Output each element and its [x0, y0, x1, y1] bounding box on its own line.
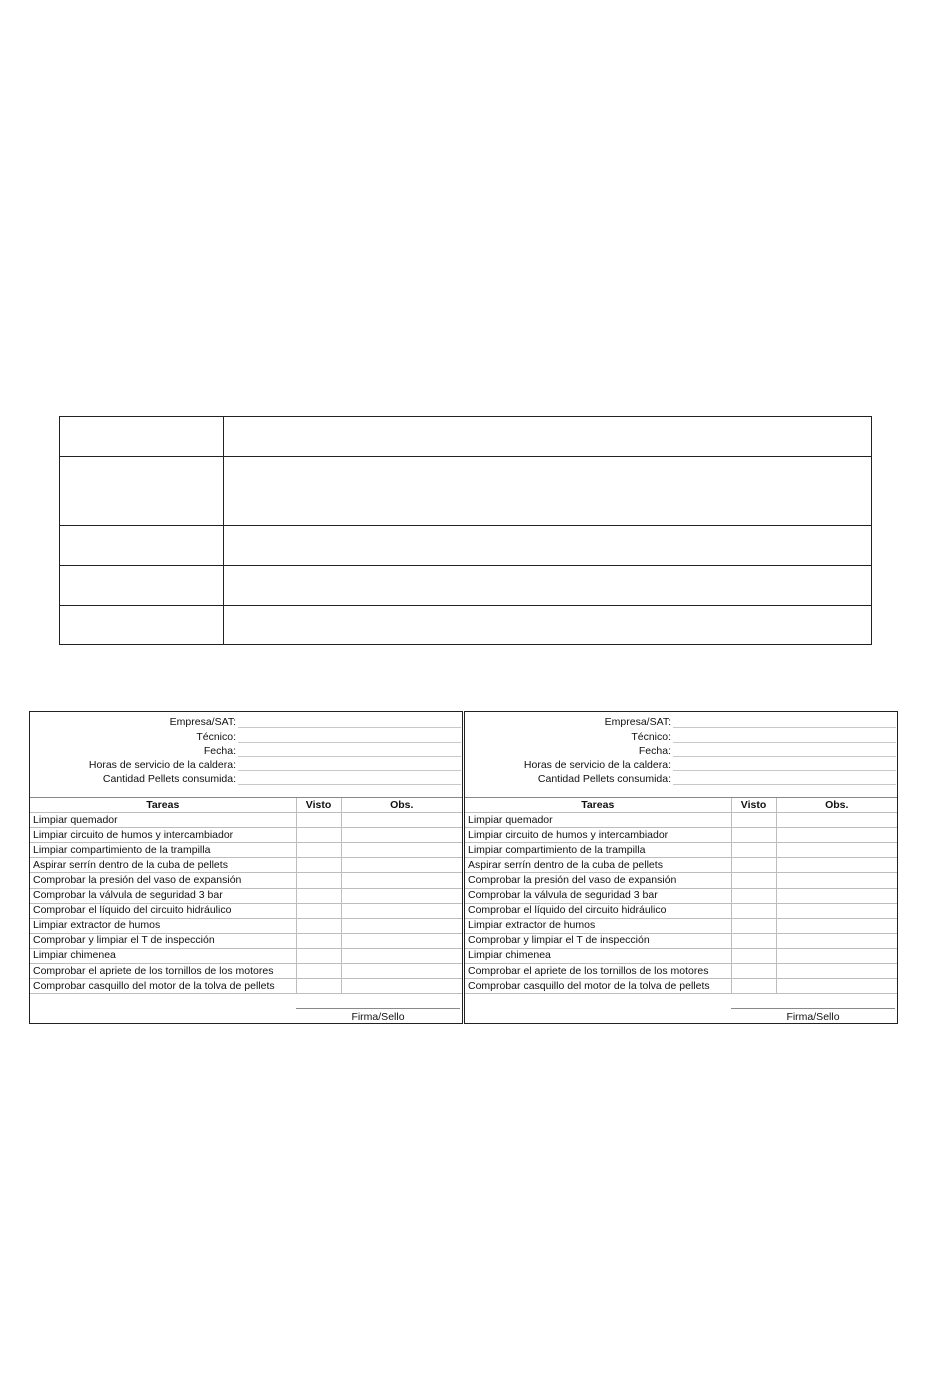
table-row: [30, 843, 462, 858]
visto-cell[interactable]: [296, 888, 341, 903]
task-label: Limpiar chimenea: [465, 948, 731, 963]
task-label: Limpiar quemador: [465, 813, 731, 828]
field-row: [465, 714, 897, 728]
obs-cell[interactable]: [776, 948, 897, 963]
visto-cell[interactable]: [731, 843, 776, 858]
header-tareas: Tareas: [465, 798, 731, 813]
field-row: [30, 714, 462, 728]
field-label: Empresa/SAT:: [169, 716, 236, 729]
task-label: Limpiar quemador: [30, 813, 296, 828]
visto-cell[interactable]: [296, 813, 341, 828]
table-row: [30, 888, 462, 903]
table-row: [465, 979, 897, 994]
obs-cell[interactable]: [776, 813, 897, 828]
visto-cell[interactable]: [731, 903, 776, 918]
obs-cell[interactable]: [776, 903, 897, 918]
grid-cell: [224, 457, 871, 525]
field-input-line[interactable]: [673, 759, 896, 771]
grid-cell: [60, 526, 224, 565]
obs-cell[interactable]: [341, 813, 462, 828]
visto-cell[interactable]: [731, 873, 776, 888]
task-label: Comprobar la presión del vaso de expansión: [465, 873, 731, 888]
visto-cell[interactable]: [731, 888, 776, 903]
task-label: Limpiar chimenea: [30, 948, 296, 963]
grid-cell: [224, 606, 871, 644]
field-label: Técnico:: [196, 730, 236, 743]
tasks-table: [465, 797, 897, 994]
blank-grid-table: [59, 416, 872, 645]
obs-cell[interactable]: [776, 843, 897, 858]
grid-row: [60, 457, 871, 526]
task-label: Comprobar casquillo del motor de la tolva de pellets: [465, 979, 731, 994]
obs-cell[interactable]: [341, 948, 462, 963]
maintenance-card-right: [464, 711, 898, 1024]
task-label: Comprobar el apriete de los tornillos de los motores: [30, 964, 296, 979]
obs-cell[interactable]: [776, 858, 897, 873]
task-label: Comprobar casquillo del motor de la tolva de pellets: [30, 979, 296, 994]
visto-cell[interactable]: [296, 858, 341, 873]
task-label: Comprobar la válvula de seguridad 3 bar: [465, 888, 731, 903]
task-label: Limpiar circuito de humos y intercambiador: [30, 828, 296, 843]
header-tareas: Tareas: [30, 798, 296, 813]
table-row: [465, 843, 897, 858]
visto-cell[interactable]: [731, 933, 776, 948]
obs-cell[interactable]: [776, 933, 897, 948]
obs-cell[interactable]: [341, 903, 462, 918]
field-label: Fecha:: [638, 744, 671, 757]
field-label: Horas de servicio de la caldera:: [88, 759, 236, 772]
grid-cell: [224, 566, 871, 605]
header-visto: Visto: [296, 798, 341, 813]
header-obs: Obs.: [341, 798, 462, 813]
tasks-table: [30, 797, 462, 994]
visto-cell[interactable]: [296, 918, 341, 933]
table-row: [30, 964, 462, 979]
field-input-line[interactable]: [238, 745, 461, 757]
obs-cell[interactable]: [776, 964, 897, 979]
task-label: Limpiar extractor de humos: [465, 918, 731, 933]
field-input-line[interactable]: [673, 731, 896, 743]
table-row: [465, 918, 897, 933]
visto-cell[interactable]: [731, 948, 776, 963]
field-row: [30, 728, 462, 742]
table-row: [30, 813, 462, 828]
obs-cell[interactable]: [776, 888, 897, 903]
table-row: [30, 933, 462, 948]
grid-cell: [60, 606, 224, 644]
grid-row: [60, 526, 871, 566]
visto-cell[interactable]: [296, 843, 341, 858]
field-row: [30, 743, 462, 757]
table-row: [465, 858, 897, 873]
obs-cell[interactable]: [776, 873, 897, 888]
obs-cell[interactable]: [341, 918, 462, 933]
table-row: [465, 903, 897, 918]
table-row: [30, 979, 462, 994]
header-fields: [30, 714, 462, 785]
grid-cell: [224, 417, 871, 456]
obs-cell[interactable]: [341, 858, 462, 873]
field-row: [465, 771, 897, 785]
task-label: Comprobar y limpiar el T de inspección: [465, 933, 731, 948]
field-input-line[interactable]: [238, 773, 461, 785]
table-row: [465, 948, 897, 963]
task-label: Limpiar compartimiento de la trampilla: [30, 843, 296, 858]
obs-cell[interactable]: [341, 873, 462, 888]
grid-cell: [60, 566, 224, 605]
field-label: Horas de servicio de la caldera:: [523, 759, 671, 772]
maintenance-card-left: [29, 711, 463, 1024]
visto-cell[interactable]: [731, 979, 776, 994]
header-fields: [465, 714, 897, 785]
visto-cell[interactable]: [296, 964, 341, 979]
task-label: Limpiar compartimiento de la trampilla: [465, 843, 731, 858]
visto-cell[interactable]: [296, 903, 341, 918]
field-input-line[interactable]: [673, 716, 896, 728]
table-row: [465, 933, 897, 948]
obs-cell[interactable]: [341, 964, 462, 979]
field-label: Fecha:: [203, 744, 236, 757]
table-row: [30, 858, 462, 873]
visto-cell[interactable]: [296, 828, 341, 843]
field-input-line[interactable]: [238, 716, 461, 728]
field-label: Empresa/SAT:: [604, 716, 671, 729]
field-input-line[interactable]: [238, 731, 461, 743]
task-label: Comprobar la presión del vaso de expansión: [30, 873, 296, 888]
field-input-line[interactable]: [238, 759, 461, 771]
header-obs: Obs.: [776, 798, 897, 813]
grid-row: [60, 417, 871, 457]
signature-line[interactable]: [731, 1008, 895, 1009]
obs-cell[interactable]: [341, 933, 462, 948]
obs-cell[interactable]: [341, 828, 462, 843]
visto-cell[interactable]: [731, 858, 776, 873]
task-label: Comprobar el líquido del circuito hidráulico: [30, 903, 296, 918]
grid-row: [60, 606, 871, 644]
table-header-row: [465, 798, 897, 813]
table-row: [465, 873, 897, 888]
obs-cell[interactable]: [776, 828, 897, 843]
field-label: Técnico:: [631, 730, 671, 743]
visto-cell[interactable]: [296, 933, 341, 948]
table-row: [30, 873, 462, 888]
field-label: Cantidad Pellets consumida:: [102, 773, 236, 786]
visto-cell[interactable]: [731, 828, 776, 843]
task-label: Comprobar el líquido del circuito hidráulico: [465, 903, 731, 918]
header-visto: Visto: [731, 798, 776, 813]
task-label: Comprobar y limpiar el T de inspección: [30, 933, 296, 948]
obs-cell[interactable]: [776, 979, 897, 994]
field-input-line[interactable]: [673, 745, 896, 757]
field-row: [465, 728, 897, 742]
signature-label: Firma/Sello: [786, 1011, 840, 1023]
grid-cell: [60, 417, 224, 456]
field-row: [30, 757, 462, 771]
obs-cell[interactable]: [776, 918, 897, 933]
field-label: Cantidad Pellets consumida:: [537, 773, 671, 786]
obs-cell[interactable]: [341, 843, 462, 858]
task-label: Aspirar serrín dentro de la cuba de pellets: [30, 858, 296, 873]
obs-cell[interactable]: [341, 979, 462, 994]
table-row: [30, 828, 462, 843]
table-header-row: [30, 798, 462, 813]
visto-cell[interactable]: [296, 873, 341, 888]
table-row: [465, 964, 897, 979]
table-row: [465, 828, 897, 843]
signature-label: Firma/Sello: [351, 1011, 405, 1023]
task-label: Comprobar el apriete de los tornillos de los motores: [465, 964, 731, 979]
task-label: Comprobar la válvula de seguridad 3 bar: [30, 888, 296, 903]
visto-cell[interactable]: [296, 948, 341, 963]
task-label: Limpiar extractor de humos: [30, 918, 296, 933]
visto-cell[interactable]: [731, 813, 776, 828]
field-row: [465, 757, 897, 771]
table-row: [465, 888, 897, 903]
task-label: Limpiar circuito de humos y intercambiador: [465, 828, 731, 843]
table-row: [30, 918, 462, 933]
visto-cell[interactable]: [296, 979, 341, 994]
signature-line[interactable]: [296, 1008, 460, 1009]
table-row: [30, 948, 462, 963]
grid-row: [60, 566, 871, 606]
grid-cell: [60, 457, 224, 525]
visto-cell[interactable]: [731, 964, 776, 979]
task-label: Aspirar serrín dentro de la cuba de pellets: [465, 858, 731, 873]
table-row: [30, 903, 462, 918]
visto-cell[interactable]: [731, 918, 776, 933]
field-input-line[interactable]: [673, 773, 896, 785]
obs-cell[interactable]: [341, 888, 462, 903]
field-row: [465, 743, 897, 757]
grid-cell: [224, 526, 871, 565]
field-row: [30, 771, 462, 785]
table-row: [465, 813, 897, 828]
